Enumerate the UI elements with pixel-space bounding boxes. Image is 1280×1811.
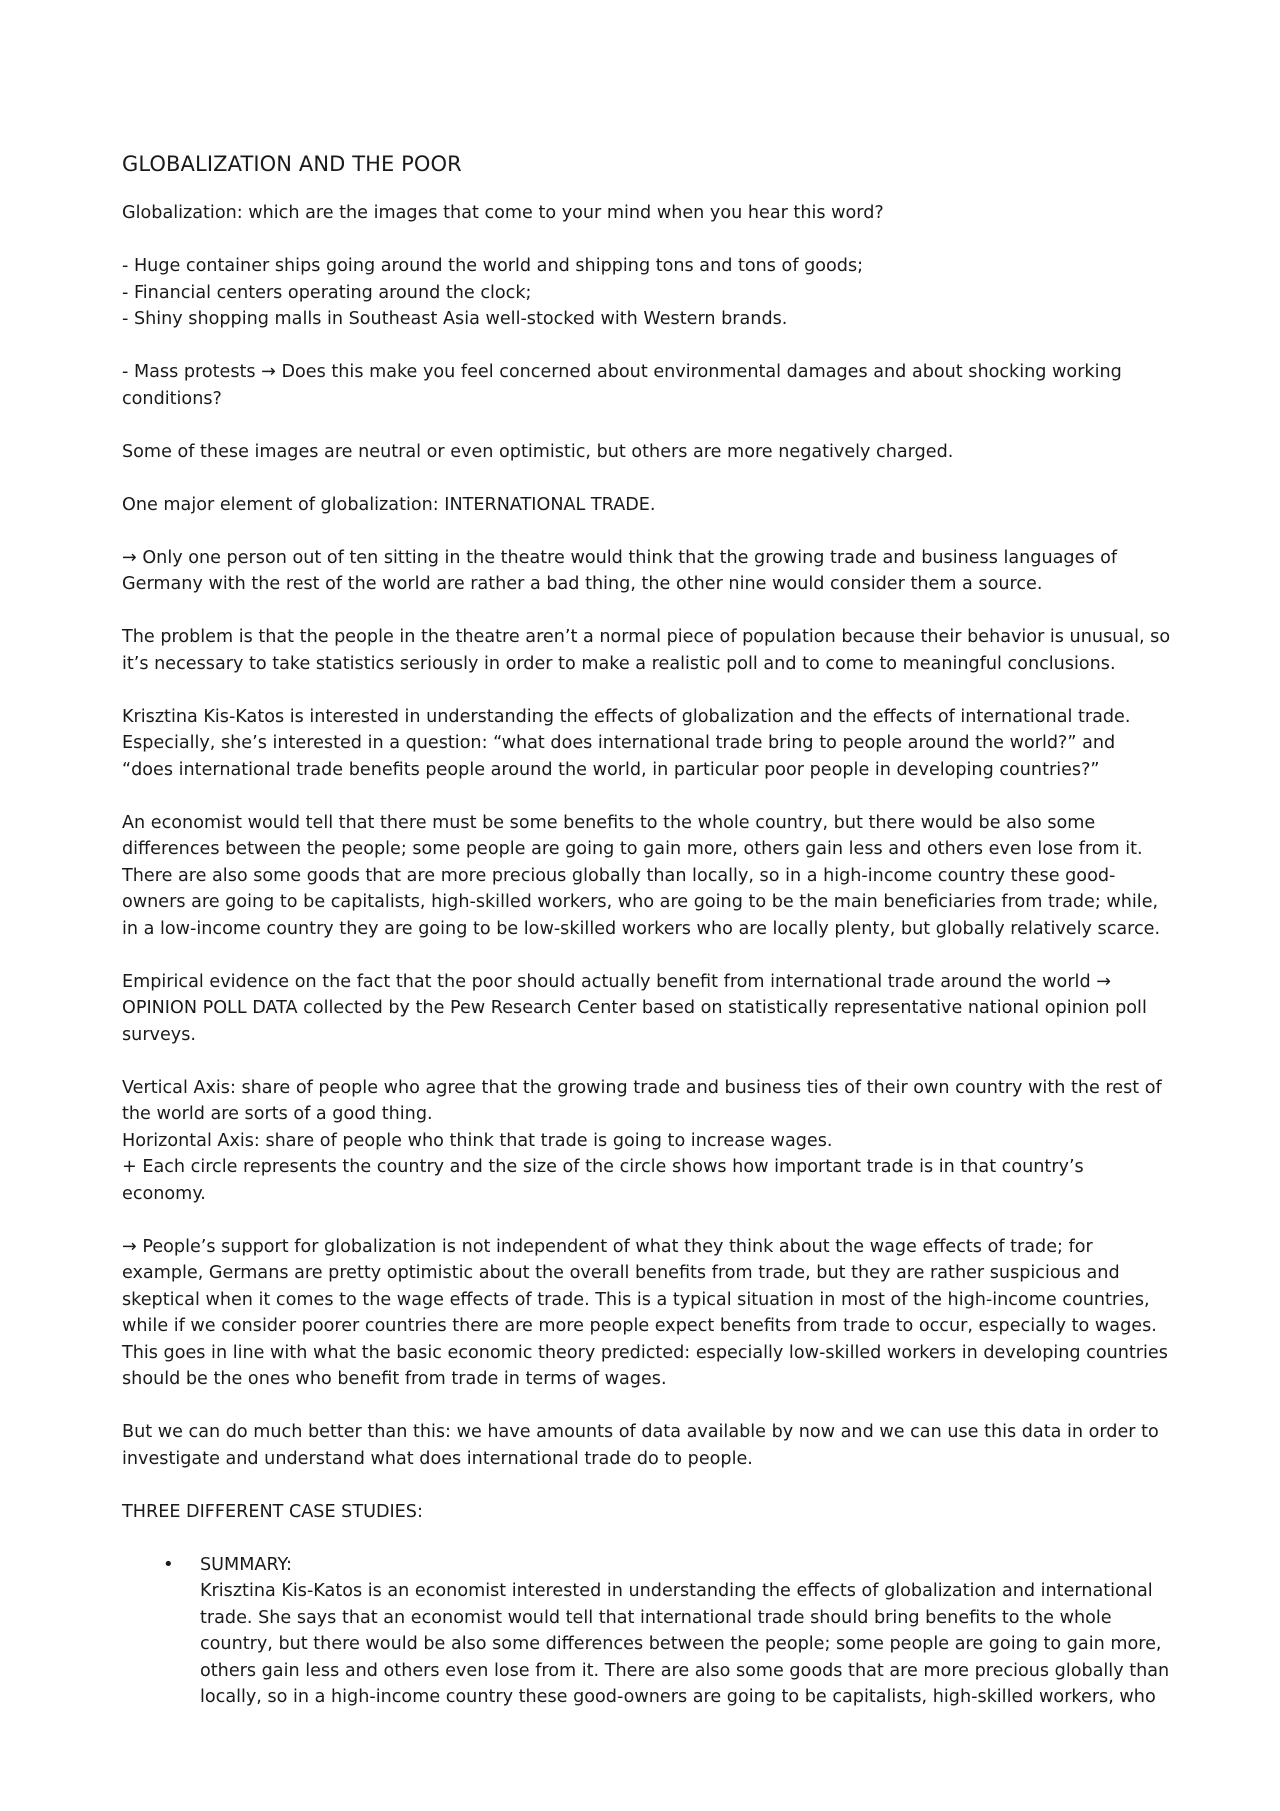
document-page (122, 150, 1172, 1711)
text-line: Krisztina Kis-Katos is an economist interested in understanding the effects of globalization and international (200, 1581, 1153, 1601)
text-line: while if we consider poorer countries there are more people expect benefits from trade to occur, especially to wages. (122, 1316, 1157, 1336)
text-line: “does international trade benefits people around the world, in particular poor people in developing countries?” (122, 759, 1100, 780)
text-line: in a low-income country they are going to be low-skilled workers who are locally plenty, but globally relatively scarce. (122, 918, 1161, 939)
text-line: should be the ones who benefit from trade in terms of wages. (122, 1369, 667, 1389)
text-line: Empirical evidence on the fact that the poor should actually benefit from international trade around the world → (122, 971, 1111, 992)
support-paragraph (122, 1234, 1172, 1393)
text-line: The problem is that the people in the theatre aren’t a normal piece of population because their behavior is unusual, so (122, 627, 1171, 647)
text-line: example, Germans are pretty optimistic about the overall benefits from trade, but they are rather suspicious and (122, 1263, 1120, 1283)
text-line: → People’s support for globalization is not independent of what they think about the wage effects of trade; for (122, 1236, 1093, 1257)
document-title: GLOBALIZATION AND THE POOR (122, 152, 462, 176)
summary-list-item (122, 1552, 1172, 1711)
intro-question: Globalization: which are the images that come to your mind when you hear this word? (122, 203, 884, 223)
text-line: Krisztina Kis-Katos is interested in understanding the effects of globalization and the effects of international trade. (122, 706, 1131, 727)
text-line: others gain less and others even lose from it. There are also some goods that are more precious globally than (200, 1660, 1170, 1681)
evidence-paragraph (122, 969, 1172, 1049)
text-line: Especially, she’s interested in a question: “what does international trade bring to people around the world?” and (122, 733, 1116, 753)
better-paragraph (122, 1419, 1172, 1472)
protests-paragraph (122, 359, 1172, 412)
text-line: differences between the people; some people are going to gain more, others gain less and others even lose from it. (122, 839, 1143, 859)
images-list (122, 253, 1172, 333)
text-line: skeptical when it comes to the wage effects of trade. This is a typical situation in most of the high-income countries, (122, 1289, 1150, 1310)
text-line: This goes in line with what the basic economic theory predicted: especially low-skilled workers in developing countries (122, 1342, 1168, 1363)
text-line: Vertical Axis: share of people who agree that the growing trade and business ties of their own country with the rest of (122, 1077, 1162, 1098)
summary-heading: SUMMARY: (200, 1554, 292, 1575)
text-line: + Each circle represents the country and the size of the circle shows how important trade is in that country’s economy. (122, 1157, 1084, 1204)
text-line: investigate and understand what does international trade do to people. (122, 1448, 753, 1469)
bullet-icon: • (163, 1553, 174, 1575)
text-line: locally, so in a high-income country these good-owners are going to be capitalists, high-skilled workers, who (200, 1687, 1156, 1707)
problem-paragraph (122, 624, 1172, 677)
text-line: OPINION POLL DATA collected by the Pew Research Center based on statistically representative national opinion poll (122, 998, 1147, 1018)
text-line: the world are sorts of a good thing. (122, 1104, 433, 1124)
text-line: country, but there would be also some differences between the people; some people are going to gain more, (200, 1634, 1162, 1654)
major-element-sentence: One major element of globalization: INTERNATIONAL TRADE. (122, 494, 656, 515)
text-line: it’s necessary to take statistics seriously in order to make a realistic poll and to come to meaningful conclusions. (122, 653, 1116, 674)
neutral-sentence: Some of these images are neutral or even optimistic, but others are more negatively charged. (122, 441, 954, 462)
text-line: trade. She says that an economist would tell that international trade should bring benefits to the whole (200, 1607, 1112, 1628)
text-line: surveys. (122, 1024, 196, 1045)
case-studies-heading: THREE DIFFERENT CASE STUDIES: (122, 1501, 423, 1522)
text-line: Horizontal Axis: share of people who think that trade is going to increase wages. (122, 1130, 833, 1151)
text-line: → Only one person out of ten sitting in the theatre would think that the growing trade and business languages of (122, 547, 1118, 568)
krisztina-paragraph (122, 704, 1172, 784)
text-line: There are also some goods that are more precious globally than locally, so in a high-income country these good- (122, 865, 1116, 886)
text-line: Germany with the rest of the world are rather a bad thing, the other nine would consider them a source. (122, 574, 1043, 594)
text-line: owners are going to be capitalists, high-skilled workers, who are going to be the main beneficiaries from trade; while, (122, 892, 1159, 912)
text-line: But we can do much better than this: we have amounts of data available by now and we can use this data in order to (122, 1422, 1159, 1442)
economist-paragraph (122, 810, 1172, 943)
text-line: - Mass protests → Does this make you feel concerned about environmental damages and about shocking working (122, 362, 1122, 382)
text-line: conditions? (122, 388, 222, 409)
text-line: An economist would tell that there must be some benefits to the whole country, but there would be also some (122, 812, 1096, 833)
theatre-paragraph (122, 545, 1172, 598)
list-item: - Huge container ships going around the world and shipping tons and tons of goods; (122, 256, 864, 276)
list-item: - Shiny shopping malls in Southeast Asia well-stocked with Western brands. (122, 309, 788, 329)
list-item: - Financial centers operating around the clock; (122, 282, 532, 303)
axis-paragraph (122, 1075, 1172, 1208)
